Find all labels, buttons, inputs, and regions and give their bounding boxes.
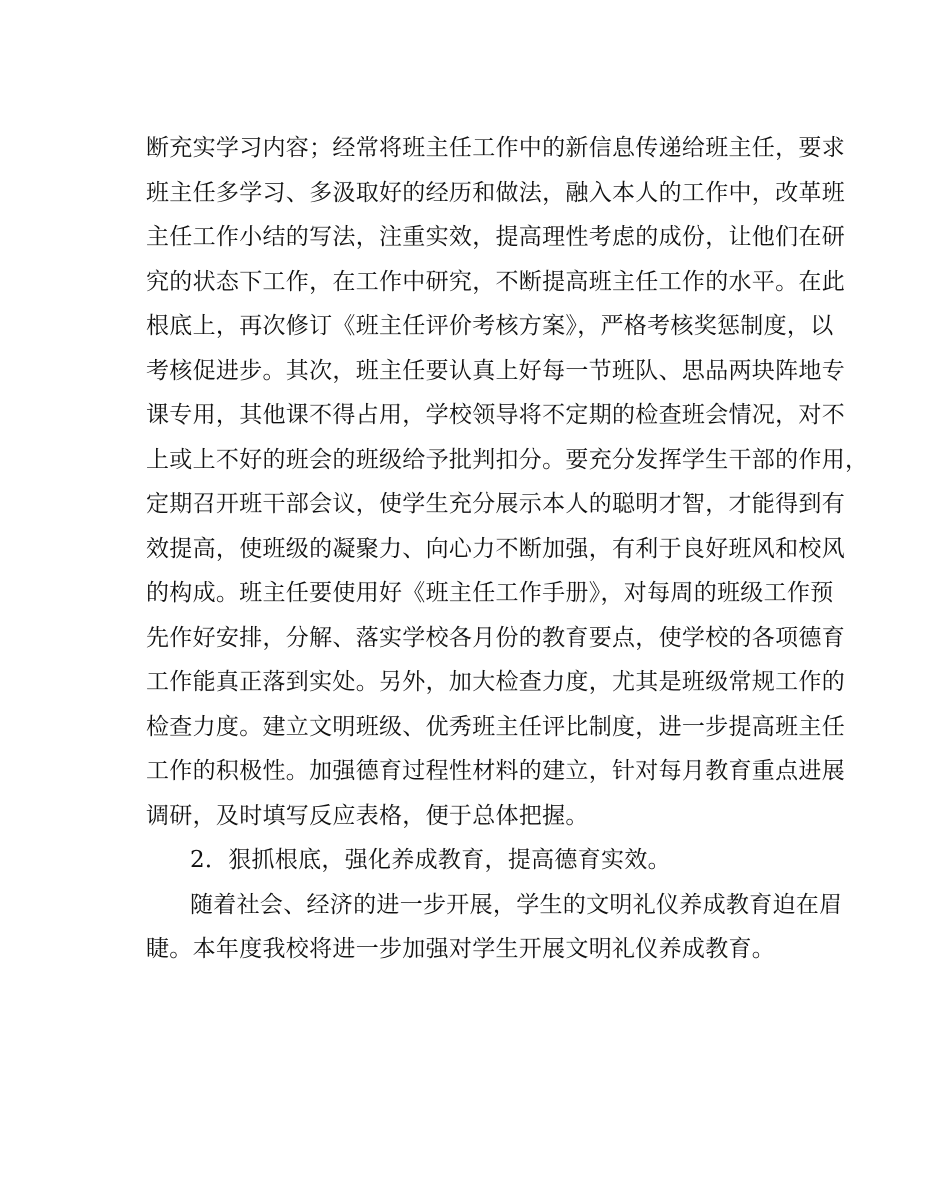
text-line: 上或上不好的班会的班级给予批判扣分。要充分发挥学生干部的作用， xyxy=(146,446,869,473)
text-line: 的构成。班主任要使用好《班主任工作手册》，对每周的班级工作预 xyxy=(146,580,834,606)
text-line: 随着社会、经济的进一步开展，学生的文明礼仪养成教育迫在眉 xyxy=(190,891,843,918)
text-line: 先作好安排，分解、落实学校各月份的教育要点，使学校的各项德育 xyxy=(146,624,845,651)
text-line: 究的状态下工作，在工作中研究，不断提高班主任工作的水平。在此 xyxy=(146,268,845,295)
text-line: 班主任多学习、多汲取好的经历和做法，融入本人的工作中，改革班 xyxy=(146,179,845,206)
section-heading: 2．狠抓根底，强化养成教育，提高德育实效。 xyxy=(190,847,671,873)
text-line: 调研，及时填写反应表格，便于总体把握。 xyxy=(146,802,589,829)
body-text xyxy=(146,126,869,972)
text-line: 根底上，再次修订《班主任评价考核方案》，严格考核奖惩制度，以 xyxy=(146,313,834,339)
text-line: 睫。本年度我校将进一步加强对学生开展文明礼仪养成教育。 xyxy=(146,936,776,962)
text-line: 工作能真正落到实处。另外，加大检查力度，尤其是班级常规工作的 xyxy=(146,669,845,695)
text-line: 定期召开班干部会议，使学生充分展示本人的聪明才智，才能得到有 xyxy=(146,491,845,517)
text-line: 断充实学习内容；经常将班主任工作中的新信息传递给班主任，要求 xyxy=(146,135,845,161)
text-line: 效提高，使班级的凝聚力、向心力不断加强，有利于良好班风和校风 xyxy=(146,535,845,562)
text-line: 工作的积极性。加强德育过程性材料的建立，针对每月教育重点进展 xyxy=(146,758,845,784)
text-line: 检查力度。建立文明班级、优秀班主任评比制度，进一步提高班主任 xyxy=(146,713,845,740)
text-line: 主任工作小结的写法，注重实效，提高理性考虑的成份，让他们在研 xyxy=(146,224,845,250)
text-line: 考核促进步。其次，班主任要认真上好每一节班队、思品两块阵地专 xyxy=(146,357,845,384)
text-line: 课专用，其他课不得占用，学校领导将不定期的检查班会情况，对不 xyxy=(146,402,845,428)
